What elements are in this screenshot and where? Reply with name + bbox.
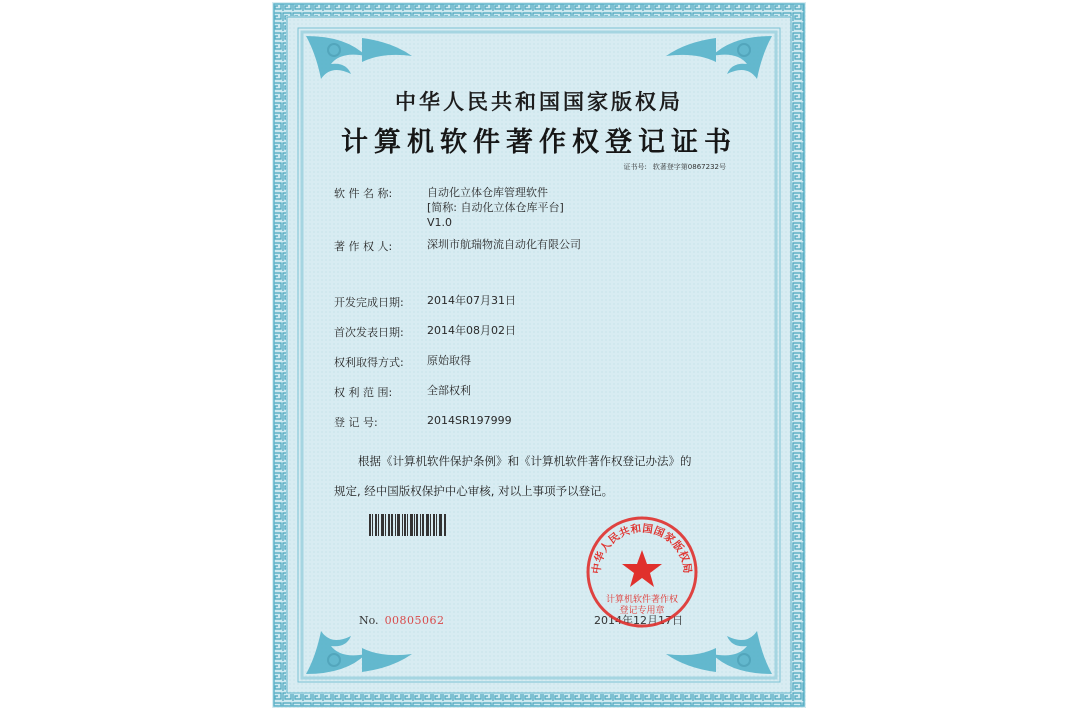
field-value: 原始取得 — [427, 354, 471, 367]
certificate-number — [617, 162, 726, 172]
official-seal — [582, 512, 702, 632]
field-completion-date — [334, 294, 516, 310]
field-label: 软 件 名 称: — [334, 187, 393, 200]
field-software-name — [334, 185, 564, 230]
seal-inner-line-1: 计算机软件著作权 — [605, 595, 679, 605]
field-rights-scope — [334, 384, 471, 400]
field-label: 权利取得方式: — [334, 356, 404, 369]
certificate-page — [272, 2, 806, 708]
field-value: 2014年07月31日 — [427, 294, 516, 307]
field-value: 深圳市航瑞物流自动化有限公司 — [427, 238, 581, 251]
issuer-name: 中华人民共和国国家版权局 — [395, 90, 683, 114]
seal-outer-text: 中华人民共和国国家版权局 — [590, 522, 694, 575]
statement-line-1: 根据《计算机软件保护条例》和《计算机软件著作权登记办法》的 — [358, 454, 692, 468]
serial-label: No. — [359, 614, 379, 627]
certificate-number-value: 软著登字第0867232号 — [652, 163, 726, 171]
field-label: 著 作 权 人: — [334, 240, 393, 253]
field-acquisition-method — [334, 354, 471, 370]
field-value: 全部权利 — [427, 384, 471, 397]
field-label: 首次发表日期: — [334, 326, 404, 339]
serial-number — [359, 614, 445, 627]
seal-star-icon — [622, 550, 662, 587]
field-publish-date — [334, 324, 516, 340]
barcode — [369, 514, 447, 536]
certificate-title: 计算机软件著作权登记证书 — [341, 127, 737, 158]
statement-line-2: 规定, 经中国版权保护中心审核, 对以上事项予以登记。 — [334, 484, 614, 498]
certificate-number-label: 证书号: — [623, 163, 647, 171]
field-value: 2014年08月02日 — [427, 324, 516, 337]
field-registration-number — [334, 414, 512, 430]
field-label: 登 记 号: — [334, 416, 378, 429]
software-short-name: [简称: 自动化立体仓库平台] — [427, 201, 564, 214]
field-value: 2014SR197999 — [427, 414, 512, 427]
seal-inner-line-2: 登记专用章 — [619, 606, 665, 616]
issue-date: 2014年12月17日 — [594, 614, 683, 627]
software-version: V1.0 — [427, 216, 453, 229]
software-name: 自动化立体仓库管理软件 — [427, 186, 548, 199]
field-label: 开发完成日期: — [334, 296, 404, 309]
field-label: 权 利 范 围: — [334, 386, 393, 399]
serial-value: 00805062 — [384, 614, 445, 627]
field-copyright-owner — [334, 238, 581, 254]
